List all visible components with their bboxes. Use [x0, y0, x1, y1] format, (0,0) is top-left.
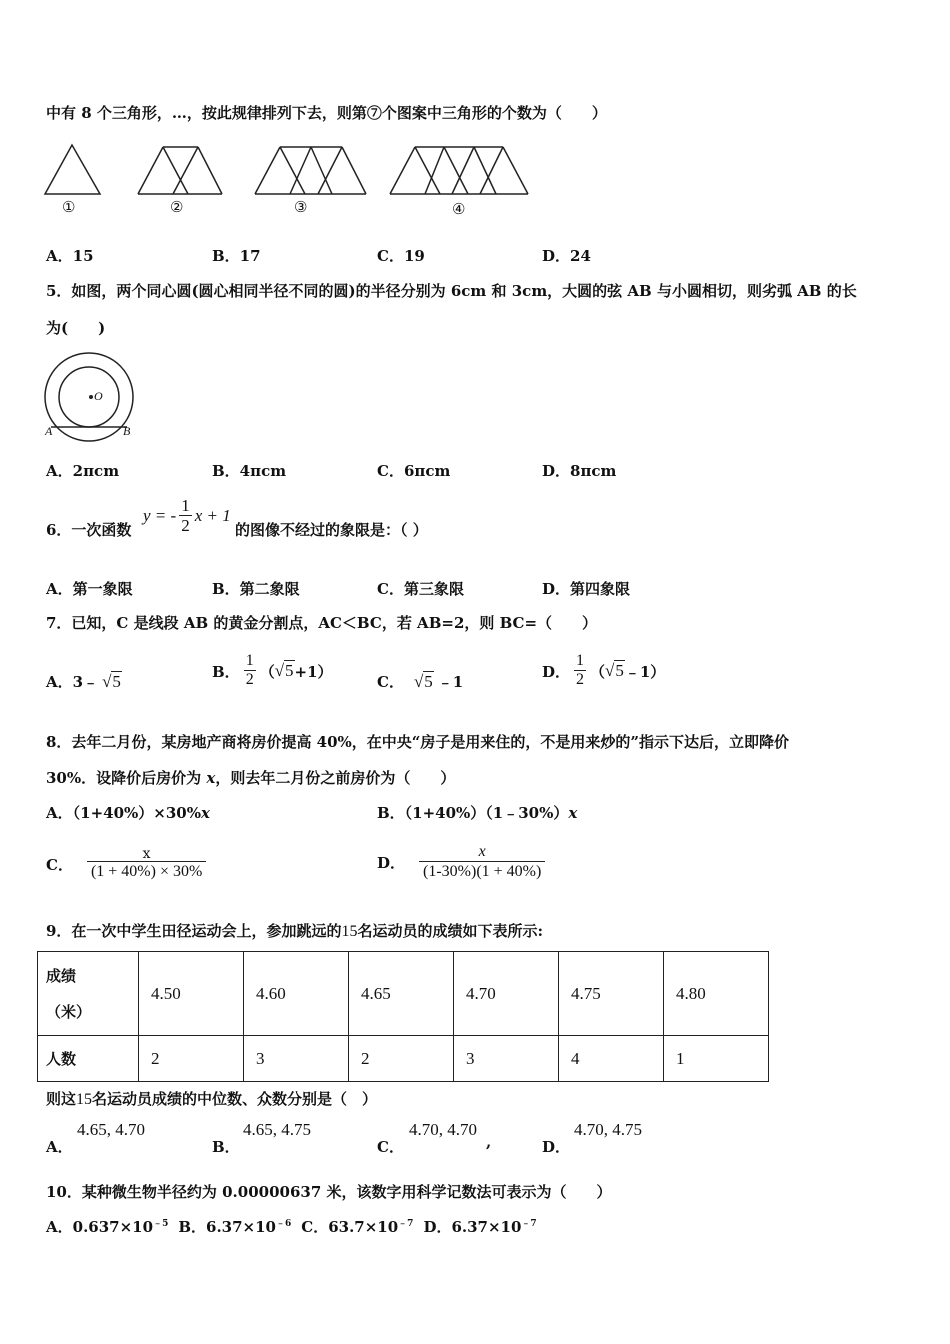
table-cell-score: 4.50: [139, 952, 244, 1036]
q8-stem-line1: 8．去年二月份，某房地产商将房价提高 40%，在中央“房子是用来住的，不是用来炒的”指示下达后，立即降价: [46, 733, 790, 751]
q7-b-radicand: 5: [285, 661, 294, 680]
q9-d-label: D．: [542, 1138, 571, 1156]
q7-c-label: C．: [377, 673, 404, 691]
q4-stem: 中有 8 个三角形，…，按此规律排列下去，则第⑦个图案中三角形的个数为（ ）: [46, 104, 607, 122]
q8-c-fraction: [87, 847, 206, 881]
q9-score-table: [37, 951, 769, 1082]
q7-d-half-num: 1: [576, 652, 585, 670]
q8-d-label: D．: [377, 853, 406, 872]
q8-b-label: B．（1+40%）（1﹣30%）: [377, 804, 569, 822]
table-cell-score: 4.70: [454, 952, 559, 1036]
q9-option-a[interactable]: [46, 1120, 196, 1156]
q10-option-d[interactable]: [423, 1216, 536, 1237]
q7-d-radicand: 5: [615, 661, 624, 680]
q9-follow-b: 名运动员成绩的中位数、众数分别是（ ）: [92, 1090, 378, 1108]
table-cell-score: 4.75: [559, 952, 664, 1036]
q5-option-b[interactable]: B．4πcm: [212, 462, 287, 480]
q8-stem-line2-b: ，则去年二月份之前房价为（ ）: [215, 769, 456, 787]
table-cell-score: 4.65: [349, 952, 454, 1036]
q6-eq-right: x + 1: [194, 506, 231, 525]
q6-suffix: 的图像不经过的象限是：（ ）: [235, 521, 428, 539]
q6-option-d[interactable]: D．第四象限: [542, 580, 631, 598]
table-cell-score: 4.60: [244, 952, 349, 1036]
q7-b-tail: +1）: [294, 662, 333, 681]
q9-c-value: 4.70, 4.70: [409, 1120, 477, 1139]
q6-prefix: 6．一次函数: [46, 521, 132, 539]
q10-a-exp: ﹣5: [153, 1219, 169, 1229]
q7-a-sqrt: √5: [102, 671, 121, 691]
q7-b-half: [244, 653, 256, 689]
q5-stem-line1: 5．如图，两个同心圆(圆心相同半径不同的圆)的半径分别为 6cm 和 3cm，大圆的弦 AB 与小圆相切，则劣弧 AB 的长: [46, 282, 857, 300]
q9-option-c[interactable]: [377, 1120, 527, 1156]
q8-a-var: x: [200, 804, 210, 822]
table-cell-people: 4: [559, 1036, 664, 1082]
figure-1-label: ①: [62, 198, 76, 216]
q6-option-a[interactable]: A．第一象限: [46, 580, 133, 598]
q8-var-x: x: [206, 769, 216, 787]
q10-b-base: B．6.37×10: [178, 1218, 276, 1236]
q5-point-a-label: A: [45, 424, 53, 438]
q8-c-label: C．: [46, 855, 73, 874]
q8-d-den: (1-30%)(1 + 40%): [419, 861, 545, 881]
figure-3-label: ③: [294, 198, 308, 216]
table-cell-score: 4.80: [664, 952, 769, 1036]
q7-c-tail: ﹣1: [437, 673, 464, 691]
q9-c-comma: ,: [486, 1133, 492, 1151]
q10-options: [46, 1216, 537, 1237]
q5-option-a[interactable]: A．2πcm: [46, 462, 120, 480]
figure-1-triangle: [45, 145, 100, 194]
q8-c-den: (1 + 40%) × 30%: [87, 861, 206, 881]
table-cell-people: 2: [349, 1036, 454, 1082]
q9-follow-count: 15: [76, 1091, 93, 1108]
figure-4-label: ④: [452, 200, 466, 218]
q8-option-b[interactable]: [377, 802, 577, 823]
q8-b-var: x: [568, 804, 578, 822]
figure-4-triangles: [390, 147, 528, 194]
table-header-score: [38, 952, 139, 1036]
q6-option-b[interactable]: B．第二象限: [212, 580, 300, 598]
q7-d-sqrt: √5: [605, 661, 624, 680]
figure-3-triangles: [255, 147, 366, 194]
q4-option-d[interactable]: D．24: [542, 247, 591, 265]
center-dot: [89, 395, 93, 399]
head-score-text: 成绩: [46, 966, 77, 985]
q7-c-sqrt: √5: [413, 671, 433, 691]
q5-stem-line2: 为( ): [46, 319, 106, 337]
q7-c-radicand: 5: [424, 671, 433, 691]
q7-d-half-den: 2: [576, 671, 585, 688]
q5-option-c[interactable]: C．6πcm: [377, 462, 451, 480]
q9-count: 15: [341, 923, 358, 940]
q9-b-value: 4.65, 4.75: [243, 1120, 311, 1139]
q8-option-d[interactable]: [377, 838, 545, 886]
q9-option-d[interactable]: [542, 1120, 692, 1156]
q9-option-b[interactable]: [212, 1120, 362, 1156]
figure-2-triangles: [138, 147, 222, 194]
q8-a-label: A．（1+40%）×30%: [46, 804, 201, 822]
q6-eq-left: y = -: [143, 506, 177, 525]
q8-d-num: x: [478, 842, 486, 860]
table-cell-people: 3: [244, 1036, 349, 1082]
q7-d-label: D．: [542, 662, 571, 681]
q6-equation: [143, 494, 231, 538]
q7-option-d[interactable]: [542, 648, 665, 694]
table-cell-people: 3: [454, 1036, 559, 1082]
table-row: [38, 952, 769, 1036]
q9-a-label: A．: [46, 1138, 73, 1156]
q9-follow-up: [46, 1088, 377, 1109]
q7-b-sqrt: √5: [274, 661, 294, 680]
q6-frac-num: 1: [181, 496, 190, 516]
q7-b-label: B．: [212, 662, 240, 681]
q6-frac-den: 2: [181, 516, 190, 535]
q10-stem: 10．某种微生物半径约为 0.00000637 米，该数字用科学记数法可表示为（ ）: [46, 1183, 612, 1201]
q5-option-d[interactable]: D．8πcm: [542, 462, 617, 480]
q10-option-c[interactable]: [301, 1216, 413, 1237]
q7-b-half-num: 1: [245, 652, 254, 670]
q9-d-value: 4.70, 4.75: [574, 1120, 642, 1139]
table-header-people: 人数: [38, 1036, 139, 1082]
q9-a-value: 4.65, 4.70: [77, 1120, 145, 1139]
q7-option-a[interactable]: [46, 671, 122, 692]
q7-d-paren-open: （: [590, 662, 606, 681]
q8-option-c[interactable]: [46, 840, 206, 888]
q10-d-exp: ﹣7: [521, 1219, 537, 1229]
q10-option-a[interactable]: [46, 1216, 168, 1237]
q7-stem: 7．已知，C 是线段 AB 的黄金分割点，AC＜BC，若 AB=2，则 BC=（ ）: [46, 614, 598, 632]
q7-b-paren-open: （: [259, 662, 275, 681]
q6-fraction: [179, 497, 192, 535]
q6-option-c[interactable]: C．第三象限: [377, 580, 464, 598]
q7-d-half: [574, 653, 586, 689]
q10-option-b[interactable]: [178, 1216, 291, 1237]
q7-d-tail: ﹣1）: [624, 662, 666, 681]
q7-b-half-den: 2: [245, 671, 254, 688]
q8-d-fraction: [419, 844, 545, 881]
q4-option-c[interactable]: C．19: [377, 247, 425, 265]
q10-a-base: A．0.637×10: [46, 1218, 154, 1236]
q5-center-label: O: [94, 389, 103, 403]
q9-c-label: C．: [377, 1138, 404, 1156]
q9-b-label: B．: [212, 1138, 240, 1156]
q7-option-c[interactable]: [377, 671, 463, 692]
q8-c-num: x: [142, 845, 151, 862]
figure-2-label: ②: [170, 198, 184, 216]
q10-d-base: D．6.37×10: [423, 1218, 522, 1236]
q9-stem-a: 9．在一次中学生田径运动会上，参加跳远的: [46, 922, 342, 940]
q9-stem-b: 名运动员的成绩如下表所示:: [357, 922, 543, 940]
q9-follow-a: 则这: [46, 1090, 77, 1108]
q4-option-a[interactable]: A．15: [46, 247, 94, 265]
q4-option-b[interactable]: B．17: [212, 247, 261, 265]
q8-stem-line2-a: 30%．设降价后房价为: [46, 769, 207, 787]
q10-c-exp: ﹣7: [398, 1219, 414, 1229]
q10-c-base: C．63.7×10: [301, 1218, 399, 1236]
table-cell-people: 2: [139, 1036, 244, 1082]
q8-option-a[interactable]: [46, 802, 210, 823]
q8-stem-line2: [46, 767, 455, 788]
q9-stem: [46, 920, 543, 941]
table-row: [38, 1036, 769, 1082]
head-unit-text: （米）: [46, 1002, 92, 1021]
q5-point-b-label: B: [123, 424, 131, 438]
q7-a-radicand: 5: [112, 671, 121, 691]
q7-a-label: A．3﹣: [46, 673, 99, 691]
q10-b-exp: ﹣6: [275, 1219, 292, 1229]
q7-option-b[interactable]: [212, 648, 333, 694]
table-cell-people: 1: [664, 1036, 769, 1082]
